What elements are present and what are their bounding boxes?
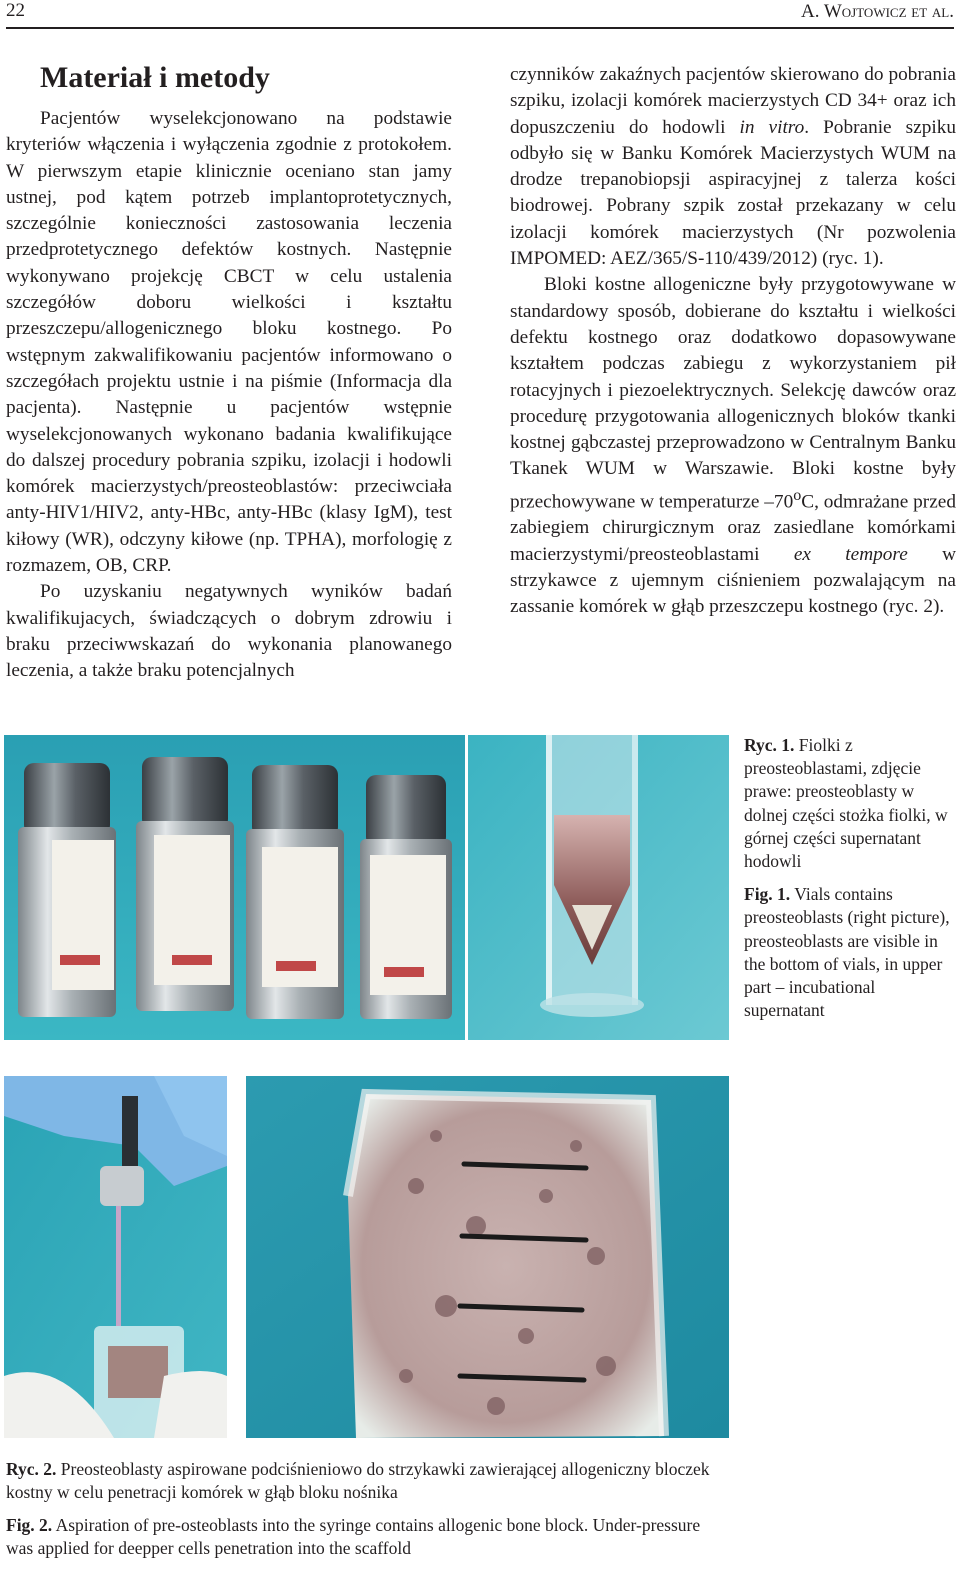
paragraph-bone-blocks bbox=[510, 272, 956, 620]
caption-text: Preosteoblasty aspirowane podciśnieniowo do strzykawki zawierającej allogeniczny bloczek kostny w celu penetracji komórek w głąb bloku nośnika bbox=[6, 1459, 710, 1502]
caption-label: Ryc. 2. bbox=[6, 1459, 57, 1479]
header-rule bbox=[6, 27, 954, 29]
figure2-caption bbox=[6, 1458, 726, 1570]
text-run: czynników zakaźnych pacjentów skierowano do pobrania szpiku, izolacji komórek macierzystych CD 34+ oraz ich dopuszczeniu do hodowli bbox=[510, 64, 956, 138]
running-head-author: A. Wojtowicz et al. bbox=[800, 1, 954, 22]
caption-text: Vials contains preosteoblasts (right picture), preosteoblasts are visible in the bottom of vials, in upper part – incubational supernatant bbox=[744, 884, 950, 1021]
italic-term: ex tempore bbox=[793, 543, 908, 565]
figure2-caption-english bbox=[6, 1514, 726, 1560]
page-number: 22 bbox=[6, 0, 25, 21]
figure1-caption bbox=[744, 734, 958, 1032]
vial bbox=[136, 757, 234, 1011]
text-run: . Pobranie szpiku odbyło się w Banku Komórek Macierzystych WUM na drodze trepanobiopsji aspiracyjnej z talerza kości biodrowej. Pobrany szpik został przekazany w celu izolacji komórek macierzystych (Nr pozwolenia IMPOMED: AEZ/365/S-110/439/2012) (ryc. 1). bbox=[510, 116, 956, 270]
figure2-caption-polish bbox=[6, 1458, 726, 1504]
degree-superscript: o bbox=[793, 486, 802, 504]
paragraph-methods-1: Pacjentów wyselekcjonowano na podstawie kryteriów włączenia i wyłączenia zgodnie z protokołem. W pierwszym etapie klinicznie oceniano stan jamy ustnej, pod kątem potrzeb implantoprotetycznych, szczególnie konieczności zastosowania leczenia przedprotetycznego defektów kostnych. Następnie wykonywano projekcję CBCT w celu ustalenia szczegółów doboru wielkości i kształtu przeszczepu/allogenicznego bloku kostnego. Po wstępnym zakwalifikowaniu pacjentów informowano o szczegółach projektu ustnie i na piśmie (Informacja dla pacjenta). Następnie u pacjentów wstępnie wyselekcjonowanych wykonano badania kwalifikujące do dalszej procedury pobrania szpiku, izolacji i hodowli komórek macierzystych/preosteoblastów: przeciwciała anty-HIV1/HIV2, anty-HBc, anty-HBc (klasy IgM), test kiłowy (WR), odczyny kiłowe (np. TPHA), morfologię z rozmazem, OB, CRP. bbox=[6, 108, 452, 577]
vial bbox=[360, 775, 452, 1019]
figure1-vials-photo bbox=[4, 735, 465, 1040]
caption-label: Fig. 1. bbox=[744, 884, 791, 905]
caption-text: Fiolki z preosteoblastami, zdjęcie prawe: preosteoblasty w dolnej części stożka fiolki, w górnej części supernatant hodowli bbox=[744, 735, 948, 872]
figure1-caption-polish bbox=[744, 734, 958, 873]
paragraph-continuation bbox=[510, 62, 956, 272]
right-column bbox=[510, 62, 956, 621]
vial bbox=[246, 765, 344, 1019]
text-run: w strzykawce z ujemnym ciśnieniem pozwalającym na zassanie komórek w głąb przeszczepu kostnego (ryc. 2). bbox=[510, 543, 957, 618]
caption-label: Fig. 2. bbox=[6, 1515, 53, 1535]
vial bbox=[18, 763, 116, 1017]
figure1-caption-english bbox=[744, 883, 958, 1022]
figure2-bone-block-photo bbox=[246, 1076, 729, 1438]
paragraph-methods-2: Po uzyskaniu negatywnych wyników badań kwalifikujacych, świadczących o dobrym zdrowiu i braku przeciwwskazań do wykonania planowanego leczenia, a także braku potencjalnych bbox=[6, 581, 452, 682]
text-run: C, odmrażane przed zabiegiem chirurgicznym oraz zasiedlane komórkami macierzystymi/preosteoblastami bbox=[510, 491, 956, 565]
italic-term: in vitro bbox=[739, 116, 805, 138]
section-heading: Materiał i metody bbox=[40, 61, 270, 94]
figure2-syringe-photo bbox=[4, 1076, 227, 1438]
text-run: Bloki kostne allogeniczne były przygotowywane w standardowy sposób, dobierane do kształtu i wielkości defektu kostnego oraz dodatkowo dopasowywane kształtem podczas zabiegu z wykorzystaniem pił rotacyjnych i piezoelektrycznych. Selekcję dawców oraz procedurę przygotowania allogenicznych bloków tkanki kostnej gąbczastej przeprowadzono w Centralnym Banku Tkanek WUM w Warszawie. Bloki kostne były przechowywane w temperaturze –70 bbox=[510, 274, 956, 513]
caption-label: Ryc. 1. bbox=[744, 735, 795, 755]
figure1-vial-closeup-photo bbox=[468, 735, 729, 1040]
caption-text: Aspiration of pre-osteoblasts into the syringe contains allogenic bone block. Under-pressure was applied for deepper cells penetration into the scaffold bbox=[6, 1515, 701, 1558]
left-column bbox=[6, 60, 452, 685]
